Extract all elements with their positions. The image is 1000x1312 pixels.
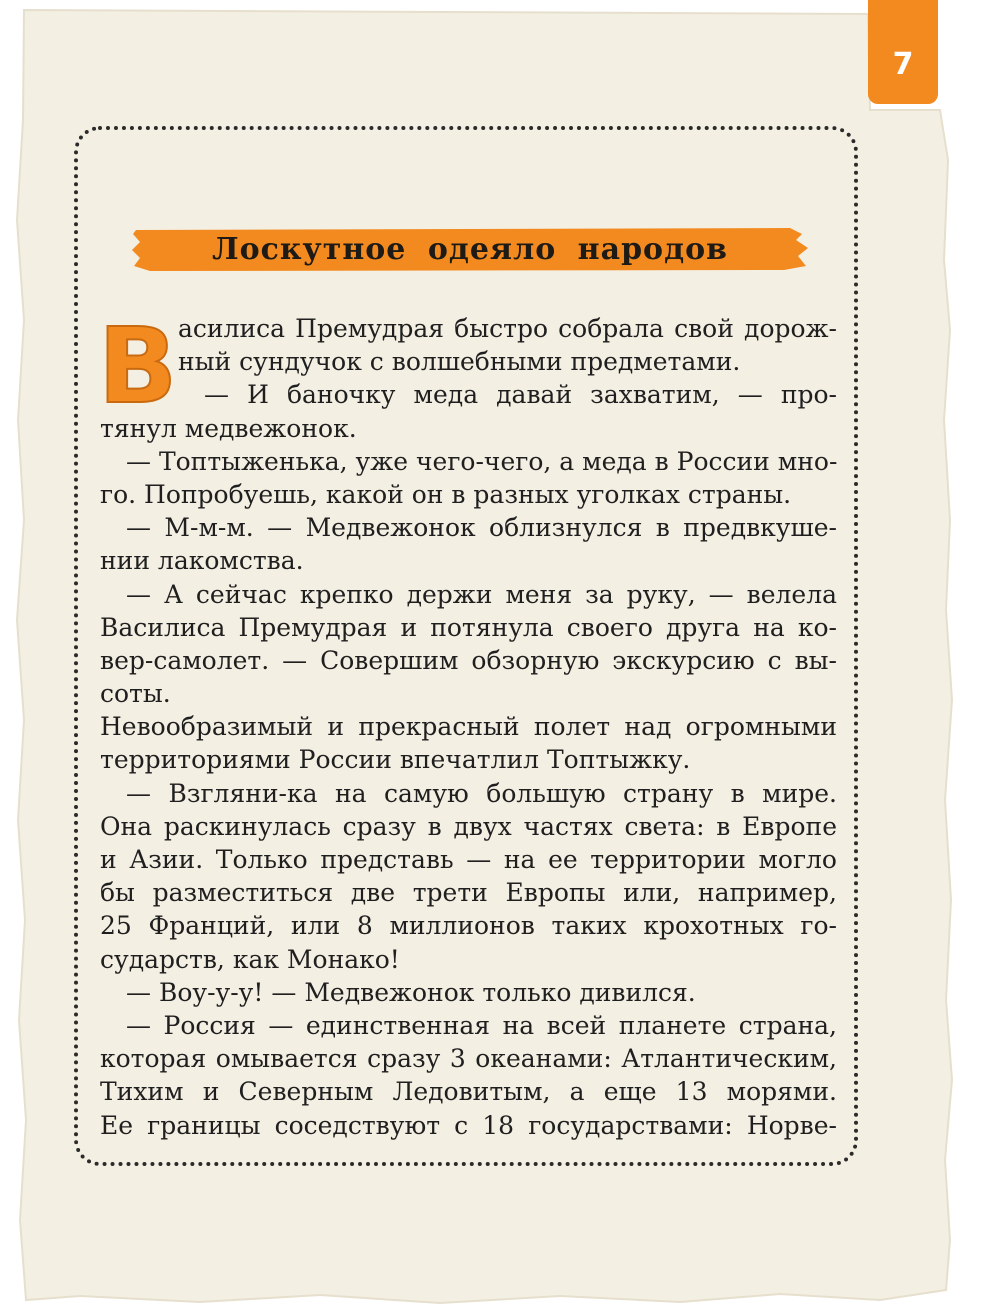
text-line: — Топтыженька, уже чего-чего, а меда в России мно- [126,446,838,476]
text-line: и Азии. Только представь — на ее территории могло [100,845,837,874]
text-line: Тихим и Северным Ледовитым, а еще 13 морями. [100,1077,837,1107]
text-line: — И баночку меда давай захватим, — про- [204,380,837,410]
text-line: — Россия — единственная на всей планете страна, [126,1010,837,1040]
section-title: Лоскутное одеяло народов [212,231,728,267]
page-number: 7 [892,47,914,82]
text-line: соты. [100,679,171,709]
text-line: территориями России впечатлил Топтыжку. [100,745,691,775]
text-line: нии лакомства. [100,546,304,576]
text-line: которая омывается сразу 3 океанами: Атлантическим, [100,1044,837,1074]
text-line: го. Попробуешь, какой он в разных уголках страны. [100,479,792,509]
text-line: — А сейчас крепко держи меня за руку, — велела [126,579,837,609]
text-line: асилиса Премудрая быстро собрала свой дорож- [178,314,837,343]
page-number-tab [868,0,938,104]
text-line: Ее границы соседствуют с 18 государствами: Норве- [100,1110,837,1140]
text-line: вер-самолет. — Совершим обзорную экскурсию с вы- [100,645,837,675]
text-line: — Взгляни-ка на самую большую страну в мире. [126,778,837,808]
text-line: Василиса Премудрая и потянула своего друга на ко- [100,612,837,642]
text-line: Она раскинулась сразу в двух частях света: в Европе [100,811,837,841]
text-line: — Воу-у-у! — Медвежонок только дивился. [126,977,696,1007]
text-line: ный сундучок с волшебными предметами. [178,347,741,377]
text-line: 25 Франций, или 8 миллионов таких крохотных го- [100,911,837,941]
text-line: тянул медвежонок. [100,413,357,443]
body-text [100,312,837,1142]
text-line: Невообразимый и прекрасный полет над огромными [100,712,837,742]
text-line: — М-м-м. — Медвежонок облизнулся в предвкуше- [126,513,837,543]
drop-cap-glyph: В [98,312,178,412]
text-line: сударств, как Монако! [100,944,400,974]
text-line: бы разместиться две трети Европы или, например, [100,878,837,908]
